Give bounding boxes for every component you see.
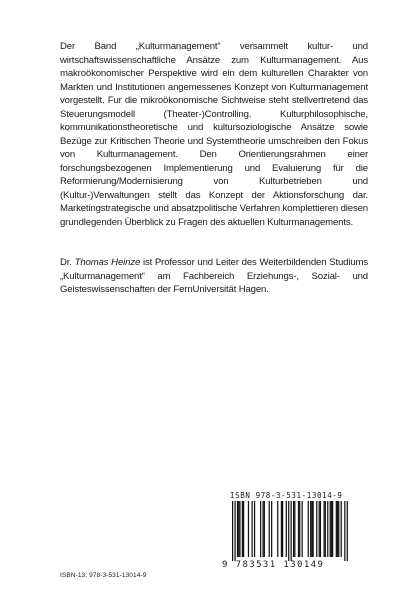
barcode-bar xyxy=(269,501,270,557)
barcode-bar xyxy=(338,501,339,557)
isbn-footer: ISBN-13: 978-3-531-13014-9 xyxy=(60,572,147,579)
barcode-bar xyxy=(327,501,328,557)
back-cover-blurb: Der Band „Kulturmanagement“ versammelt kultur- und wirtschaftswissenschaftliche Ansätze zum Kulturmanagement. Aus makroökonomischer Perspektive wird ein dem kulturellen Charakter von Markten und Institutionen angemessenes Konzept von Kulturmanagement vorgestellt. Fur die mikroökonomische Sichtweise steht stellvertretend das Steuerungsmodell (Theater-)Controlling. Kulturphilosophische, kommunikationstheoretische und kultursoziologische Ansätze sowie Bezüge zur Kritischen Theorie und Systemtheorie umschreiben den Fokus von Kulturmanagement. Den Orientierungsrahmen einer forschungsbezogenen Implementierung und Evaluierung für die Reformierung/Modernisierung von Kulturbetrieben und (Kultur-)Verwaltungen stellt das Konzept der Aktionsforschung dar. Marketingstrategische und absatzpolitische Verfahren komplettieren diesen grundlegenden Überblick zu Fragen des aktuellen Kulturmanagements. xyxy=(60,41,368,228)
author-prefix: Dr. xyxy=(60,257,72,268)
barcode-bar xyxy=(232,501,233,561)
barcode-bar xyxy=(336,501,337,557)
barcode-bar xyxy=(347,501,348,561)
barcode-bar xyxy=(282,501,283,557)
barcode-bar xyxy=(271,501,272,557)
barcode-bar xyxy=(311,501,312,557)
barcode-bar xyxy=(325,501,326,557)
barcode-bar xyxy=(239,501,240,557)
barcode-digits: 9 783531 130149 xyxy=(222,560,325,570)
barcode-bar xyxy=(320,501,321,557)
barcode-bar xyxy=(264,501,265,557)
barcode-bar xyxy=(288,501,289,561)
barcode-bar xyxy=(263,501,264,557)
barcode-bar xyxy=(243,501,244,557)
isbn-barcode xyxy=(222,491,352,571)
barcode-bar xyxy=(324,501,325,557)
barcode-bar xyxy=(331,501,332,557)
barcode-bar xyxy=(344,501,345,561)
barcode-bar xyxy=(337,501,338,557)
barcode-bar xyxy=(234,501,235,561)
barcode-bar xyxy=(277,501,278,557)
barcode-bar xyxy=(248,501,249,557)
barcode-bars xyxy=(222,501,352,561)
barcode-bar xyxy=(293,501,294,557)
author-bio-text: ist Professor und Leiter des Weiterbildenden Studiums „Kulturmanagement“ am Fachbereich Erziehungs-, Sozial- und Geisteswissenschaften der FernUniversität Hagen. xyxy=(60,257,369,295)
barcode-bar xyxy=(298,501,299,557)
barcode-bar xyxy=(313,501,314,557)
barcode-bar xyxy=(260,501,261,557)
barcode-bar xyxy=(330,501,331,557)
barcode-bar xyxy=(316,501,317,557)
barcode-bar xyxy=(238,501,239,557)
barcode-bar xyxy=(319,501,320,557)
barcode-bar xyxy=(332,501,333,557)
barcode-bar xyxy=(310,501,311,557)
barcode-bar xyxy=(308,501,309,557)
barcode-bar xyxy=(341,501,342,557)
author-name: Thomas Heinze xyxy=(74,257,141,268)
barcode-bar xyxy=(299,501,300,557)
barcode-bar xyxy=(242,501,243,557)
barcode-bar xyxy=(237,501,238,557)
barcode-bar xyxy=(281,501,282,557)
barcode-bar xyxy=(294,501,295,557)
barcode-bar xyxy=(252,501,253,557)
barcode-bar xyxy=(254,501,255,557)
barcode-bar xyxy=(291,501,292,561)
author-bio xyxy=(60,256,368,297)
barcode-isbn-label: ISBN 978-3-531-13014-9 xyxy=(230,491,343,500)
barcode-bar xyxy=(286,501,287,557)
barcode-bar xyxy=(302,501,303,557)
